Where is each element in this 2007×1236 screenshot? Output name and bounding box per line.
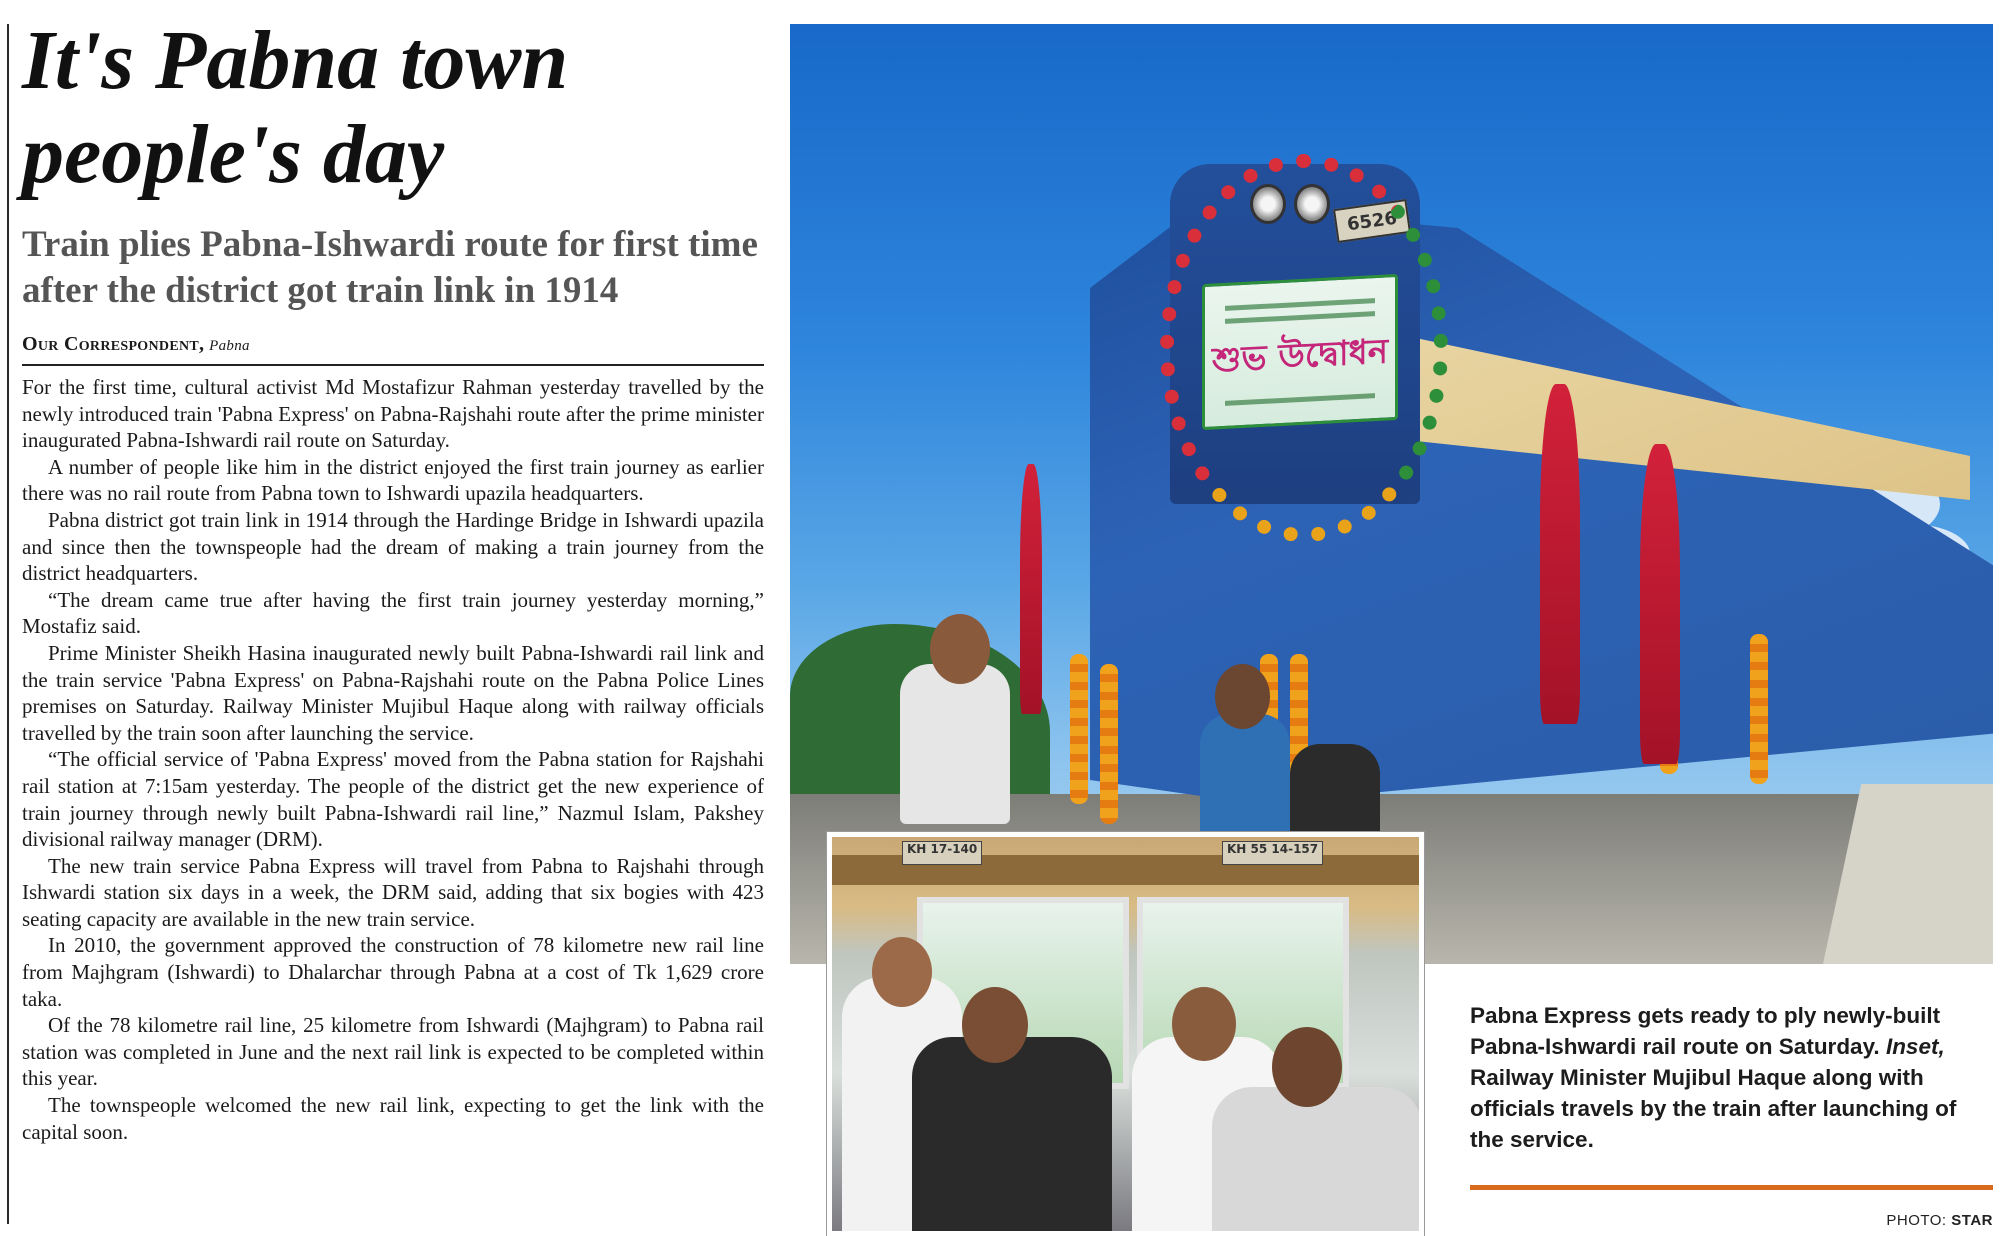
car-label: KH 55 14-157 [1222, 841, 1323, 865]
caption-text-inset: Railway Minister Mujibul Haque along with officials travels by the train after launching of the service. [1470, 1065, 1957, 1152]
caption-inset-word: Inset, [1885, 1034, 1945, 1059]
byline-author: Our Correspondent, [22, 333, 205, 355]
marigold-string [1100, 664, 1118, 824]
red-drape [1640, 444, 1680, 764]
person-head [1215, 664, 1270, 729]
official-black-vest [912, 1037, 1112, 1236]
marigold-string [1070, 654, 1088, 804]
headline-line-1: It's Pabna town [22, 14, 569, 107]
banner-title: শুভ উদ্বোধন [1211, 331, 1388, 381]
byline-location: Pabna [209, 338, 250, 354]
inset-photo-officials [827, 832, 1424, 1236]
paragraph: Prime Minister Sheikh Hasina inaugurated newly built Pabna-Ishwardi rail link and the train service 'Pabna Express' on Pabna-Rajshahi route on the Pabna Police Lines premises on Saturday. Railway Minister Mujibul Haque along with railway officials travelled by the train soon after launching the service. [22, 640, 764, 745]
photo-caption [1470, 1000, 1995, 1155]
caption-rule [1470, 1185, 1993, 1190]
caption-text-main: Pabna Express gets ready to ply newly-built Pabna-Ishwardi rail route on Saturday. [1470, 1003, 1941, 1059]
subheadline: Train plies Pabna-Ishwardi route for first time after the district got train link in 1914 [22, 224, 758, 311]
photo-credit [1886, 1212, 1993, 1229]
paragraph: “The dream came true after having the first train journey yesterday morning,” Mostafiz said. [22, 587, 764, 639]
red-drape [1020, 464, 1042, 714]
paragraph: In 2010, the government approved the construction of 78 kilometre new rail line from Majhgram (Ishwardi) to Dhalarchar through Pabna at a cost of Tk 1,629 crore taka. [22, 933, 764, 1011]
official-head [1172, 987, 1236, 1061]
paragraph: For the first time, cultural activist Md Mostafizur Rahman yesterday travelled by the newly introduced train 'Pabna Express' on Pabna-Rajshahi route after the prime minister inaugurated Pabna-Ishwardi rail route on Saturday. [22, 375, 764, 453]
red-drape [1540, 384, 1580, 724]
byline [22, 333, 764, 366]
paragraph: The townspeople welcomed the new rail link, expecting to get the link with the capital soon. [22, 1093, 764, 1144]
locomotive-number: 6526 [1333, 199, 1411, 243]
inauguration-banner [1202, 274, 1398, 430]
paragraph: Of the 78 kilometre rail line, 25 kilometre from Ishwardi (Majhgram) to Pabna rail station was completed in June and the next rail link is expected to be completed within this year. [22, 1013, 764, 1091]
official-head [962, 987, 1028, 1063]
marigold-string [1750, 634, 1768, 784]
main-photo-train [790, 24, 1993, 964]
article-body [22, 374, 764, 1145]
official-head [1272, 1027, 1342, 1107]
headline [22, 14, 762, 202]
car-label: KH 17-140 [902, 841, 982, 865]
credit-name: STAR [1951, 1212, 1993, 1229]
left-column-rule [7, 24, 9, 1224]
official-head [872, 937, 932, 1007]
paragraph: The new train service Pabna Express will travel from Pabna to Rajshahi through Ishwardi station six days in a week, the DRM said, adding that six bogies with 423 seating capacity are available in the new train service. [22, 853, 764, 931]
person-head [930, 614, 990, 684]
official-grey-shirt [1212, 1087, 1422, 1236]
paragraph: “The official service of 'Pabna Express' moved from the Pabna station for Rajshahi rail station at 7:15am yesterday. The people of the district get the new experience of train journey through newly built Pabna-Ishwardi rail line,” Nazmul Islam, Pakshey divisional railway manager (DRM). [22, 747, 764, 852]
headline-line-2: people's day [22, 108, 445, 201]
paragraph: Pabna district got train link in 1914 through the Hardinge Bridge in Ishwardi upazila and since then the townspeople had the dream of making a train journey from the district headquarters. [22, 507, 764, 586]
credit-label: PHOTO: [1886, 1212, 1947, 1229]
paragraph: A number of people like him in the district enjoyed the first train journey as earlier there was no rail route from Pabna town to Ishwardi upazila headquarters. [22, 454, 764, 506]
person-selfie [900, 664, 1010, 824]
